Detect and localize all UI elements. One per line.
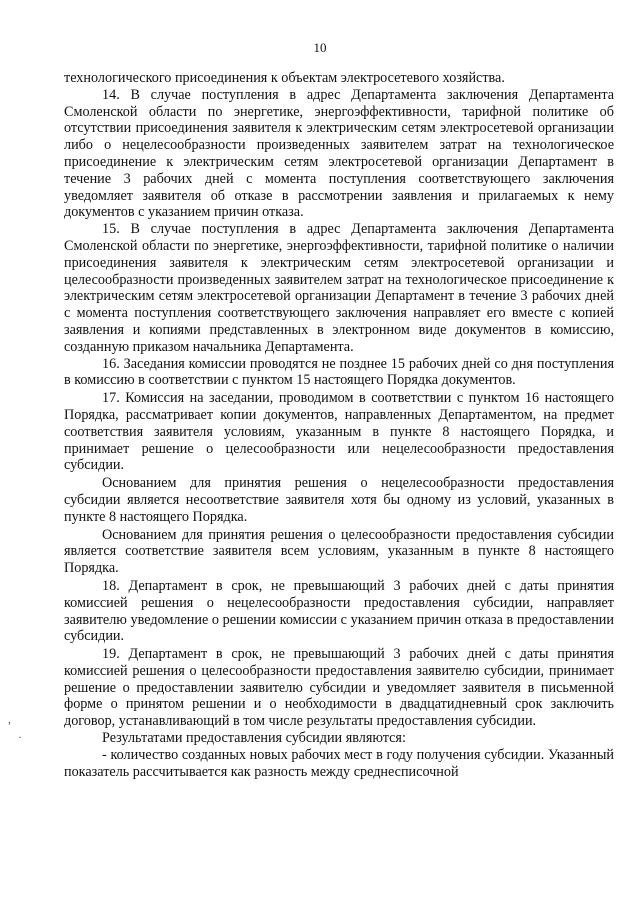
paragraph: 18. Департамент в срок, не превышающий 3 рабочих дней с даты принятия комиссией решения о нецелесообразности предоставления субсидии, направляет заявителю уведомление о решении комиссии с указанием причин отказа в предоставлении субсидии. bbox=[64, 577, 614, 645]
paragraph: 19. Департамент в срок, не превышающий 3 рабочих дней с даты принятия комиссией решения о целесообразности предоставления заявителю субсидии, принимает решение о предоставлении заявителю субсидии и уведомляет заявителя в письменной форме о принятом решении и о необходимости в двадцатидневный срок заключить договор, устанавливающий в том числе результаты предоставления субсидии. bbox=[64, 646, 614, 730]
page-number: 10 bbox=[313, 40, 327, 55]
paragraph: Основанием для принятия решения о целесообразности предоставления субсидии является соответствие заявителя всем условиям, указанным в пункте 8 настоящего Порядка. bbox=[64, 526, 614, 577]
paragraph: Результатами предоставления субсидии являются: bbox=[102, 730, 406, 747]
paragraph: технологического присоединения к объектам электросетевого хозяйства. bbox=[64, 70, 505, 86]
paragraph: 17. Комиссия на заседании, проводимом в соответствии с пунктом 16 настоящего Порядка, рассматривает копии документов, направленных Департаментом, на предмет соответствия заявителя условиям, указанным в пункте 8 настоящего Порядка, и принимает решение о целесообразности или нецелесообразности предоставления субсидии. bbox=[64, 390, 614, 474]
paragraph: Основанием для принятия решения о нецелесообразности предоставления субсидии является несоответствие заявителя хотя бы одному из условий, указанных в пункте 8 настоящего Порядка. bbox=[64, 475, 614, 525]
paragraph: - количество созданных новых рабочих мест в году получения субсидии. Указанный показатель рассчитывается как разность между среднесписочной bbox=[64, 746, 614, 780]
scan-speck: · bbox=[18, 730, 22, 744]
paragraph: 15. В случае поступления в адрес Департамента заключения Департамента Смоленской области по энергетике, энергоэффективности, тарифной политике о наличии присоединения заявителя к электрическим сетям электросетевой организации и целесообразности произведенных заявителем затрат на технологическое присоединение к электрическим сетям электросетевой организации Департамент в течение 3 рабочих дней с момента поступления соответствующего заключения направляет его вместе с копией заявления и копиями представленных в электронном виде документов в комиссию, созданную приказом начальника Департамента. bbox=[64, 221, 614, 355]
document-body bbox=[64, 70, 614, 780]
scan-speck: , bbox=[8, 712, 11, 726]
paragraph: 16. Заседания комиссии проводятся не позднее 15 рабочих дней со дня поступления в комиссию в соответствии с пунктом 15 настоящего Порядка документов. bbox=[64, 355, 614, 389]
paragraph: 14. В случае поступления в адрес Департамента заключения Департамента Смоленской области по энергетике, энергоэффективности, тарифной политике об отсутствии присоединения заявителя к электрическим сетям электросетевой организации либо о нецелесообразности произведенных заявителем затрат на технологическое присоединение к электрическим сетям электросетевой организации Департамент в течение 3 рабочих дней с момента поступления соответствующего заключения уведомляет заявителя об отказе в рассмотрении заявления и прилагаемых к нему документов с указанием причин отказа. bbox=[64, 86, 614, 221]
